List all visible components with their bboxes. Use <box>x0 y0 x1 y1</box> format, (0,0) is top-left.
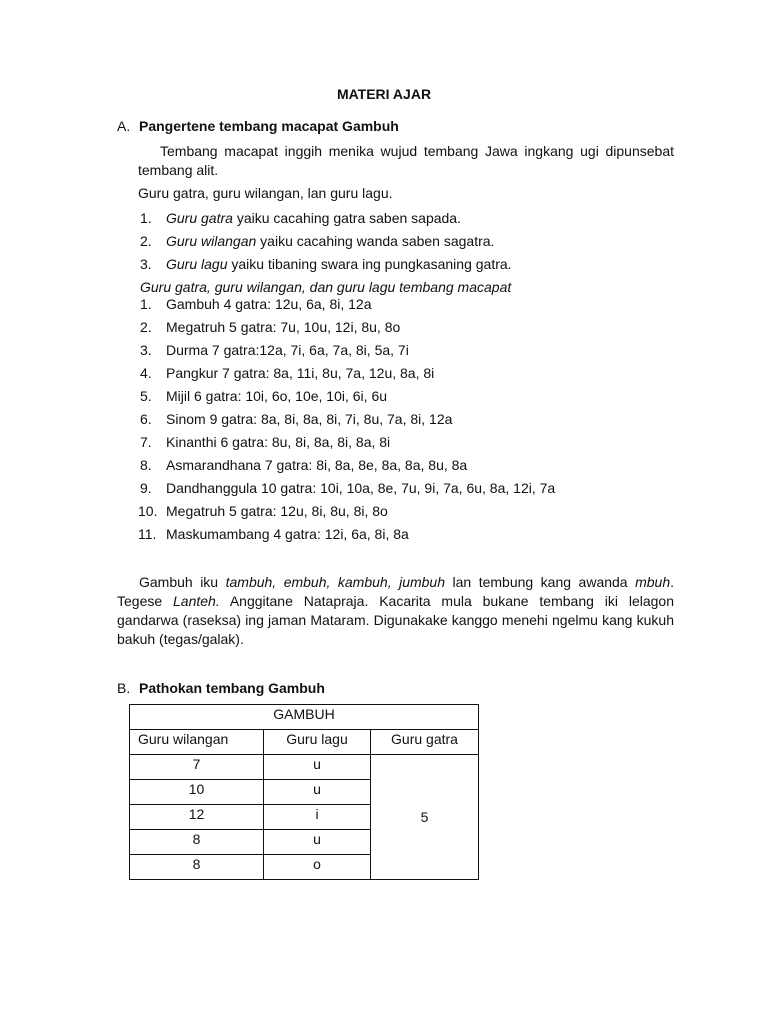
cell-lagu: u <box>264 755 371 780</box>
definition: yaiku cacahing gatra saben sapada. <box>232 210 461 226</box>
page-title: MATERI AJAR <box>336 86 432 102</box>
list-number: 5. <box>140 388 152 404</box>
list-number: 6. <box>140 411 152 427</box>
list-text: Sinom 9 gatra: 8a, 8i, 8a, 8i, 7i, 8u, 7a, 8i, 12a <box>166 411 453 427</box>
text-run: Anggitane Natapraja. Kacarita mula bukane tembang iki lelagon gandarwa (raseksa) ing jaman Mataram. Digunakake kanggo menehi ngelmu kang kukuh bakuh (tegas/galak). <box>117 593 674 647</box>
list-text: Mijil 6 gatra: 10i, 6o, 10e, 10i, 6i, 6u <box>166 388 388 404</box>
list-item <box>140 342 409 358</box>
header-guru-lagu: Guru lagu <box>264 730 371 755</box>
section-b-heading <box>117 680 325 696</box>
list-item <box>138 503 388 519</box>
list-number: 3. <box>140 342 152 358</box>
cell-lagu: u <box>264 830 371 855</box>
table-title: GAMBUH <box>130 705 479 730</box>
text-run: lan tembung kang awanda <box>445 574 636 590</box>
list-caption: Guru gatra, guru wilangan, dan guru lagu tembang macapat <box>140 279 512 295</box>
intro-paragraph: Tembang macapat inggih menika wujud tembang Jawa ingkang ugi dipunsebat tembang alit. <box>138 143 674 178</box>
list-item <box>140 480 555 496</box>
text-run: . Tegese <box>117 574 675 609</box>
list-item <box>140 365 434 381</box>
list-number: 4. <box>140 365 152 381</box>
list-item <box>140 233 494 249</box>
header-guru-wilangan: Guru wilangan <box>130 730 264 755</box>
text-run: Gambuh iku <box>139 574 226 590</box>
cell-wilangan: 12 <box>130 805 264 830</box>
section-a-letter: A. <box>117 118 131 134</box>
list-text: Kinanthi 6 gatra: 8u, 8i, 8a, 8i, 8a, 8i <box>166 434 391 450</box>
section-a-title: Pangertene tembang macapat Gambuh <box>139 118 399 134</box>
list-number: 10. <box>138 503 158 519</box>
definition: yaiku cacahing wanda saben sagatra. <box>256 233 495 249</box>
text-run-italic: mbuh <box>635 574 671 590</box>
cell-lagu: o <box>264 855 371 880</box>
list-text: Pangkur 7 gatra: 8a, 11i, 8u, 7a, 12u, 8a, 8i <box>166 365 435 381</box>
list-number: 11. <box>138 526 157 542</box>
list-item <box>138 526 409 542</box>
gambuh-paragraph <box>117 573 674 649</box>
text-run-italic: tambuh, embuh, kambuh, jumbuh <box>225 574 446 590</box>
cell-wilangan: 8 <box>130 830 264 855</box>
list-number: 1. <box>140 210 152 226</box>
list-text: Megatruh 5 gatra: 7u, 10u, 12i, 8u, 8o <box>166 319 401 335</box>
header-guru-gatra: Guru gatra <box>371 730 479 755</box>
cell-wilangan: 10 <box>130 780 264 805</box>
table-row <box>130 755 479 780</box>
term: Guru lagu <box>166 256 228 272</box>
list-item <box>140 319 400 335</box>
list-number: 9. <box>140 480 152 496</box>
section-b-letter: B. <box>117 680 131 696</box>
cell-wilangan: 8 <box>130 855 264 880</box>
cell-lagu: u <box>264 780 371 805</box>
list-text: Durma 7 gatra:12a, 7i, 6a, 7a, 8i, 5a, 7i <box>166 342 409 358</box>
table-header-row <box>130 730 479 755</box>
list-text: Asmarandhana 7 gatra: 8i, 8a, 8e, 8a, 8a, 8u, 8a <box>166 457 468 473</box>
list-item <box>140 434 390 450</box>
list-text: Maskumambang 4 gatra: 12i, 6a, 8i, 8a <box>166 526 409 542</box>
cell-lagu: i <box>264 805 371 830</box>
section-a-heading <box>117 118 399 134</box>
list-item <box>140 296 371 312</box>
cell-gatra: 5 <box>371 755 479 880</box>
list-item <box>140 256 512 272</box>
term: Guru wilangan <box>166 233 257 249</box>
text-run-italic: Lanteh. <box>173 593 220 609</box>
list-number: 1. <box>140 296 152 312</box>
list-number: 7. <box>140 434 152 450</box>
term: Guru gatra <box>166 210 233 226</box>
list-text: Gambuh 4 gatra: 12u, 6a, 8i, 12a <box>166 296 372 312</box>
list-number: 8. <box>140 457 152 473</box>
definition: yaiku tibaning swara ing pungkasaning gatra. <box>227 256 512 272</box>
list-text: Megatruh 5 gatra: 12u, 8i, 8u, 8i, 8o <box>166 503 388 519</box>
table-title-row <box>130 705 479 730</box>
section-b-title: Pathokan tembang Gambuh <box>139 680 325 696</box>
list-item <box>140 457 467 473</box>
gambuh-table <box>129 704 479 880</box>
cell-wilangan: 7 <box>130 755 264 780</box>
list-text: Dandhanggula 10 gatra: 10i, 10a, 8e, 7u, 9i, 7a, 6u, 8a, 12i, 7a <box>166 480 556 496</box>
list-item <box>140 411 452 427</box>
list-number: 2. <box>140 319 152 335</box>
guru-line: Guru gatra, guru wilangan, lan guru lagu. <box>138 185 393 201</box>
list-item <box>140 388 387 404</box>
list-item <box>140 210 461 226</box>
list-number: 2. <box>140 233 152 249</box>
list-number: 3. <box>140 256 152 272</box>
